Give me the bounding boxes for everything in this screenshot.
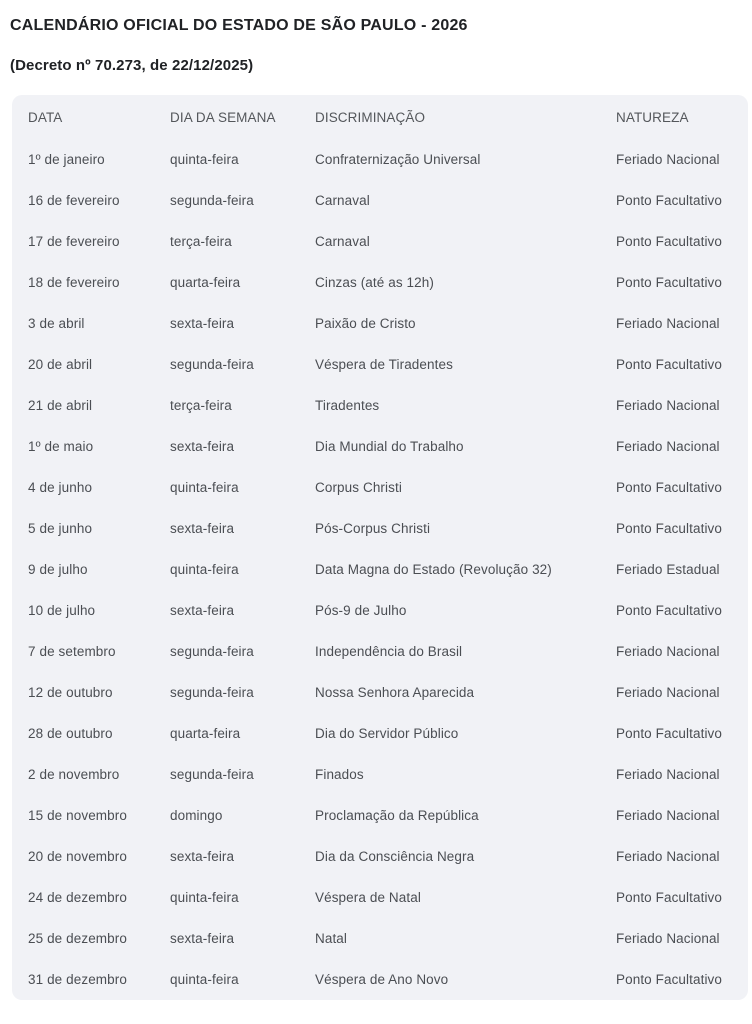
cell-date: 10 de julho [28,603,96,618]
table-row [12,385,748,426]
cell-description: Confraternização Universal [315,152,481,167]
table-row [12,754,748,795]
cell-description: Dia da Consciência Negra [315,849,475,864]
cell-weekday: segunda-feira [170,685,254,700]
cell-weekday: sexta-feira [170,439,235,454]
cell-weekday: quinta-feira [170,152,239,167]
cell-nature: Ponto Facultativo [616,357,723,372]
cell-date: 7 de setembro [28,644,116,659]
page [0,16,752,1024]
cell-weekday: sexta-feira [170,316,235,331]
cell-description: Corpus Christi [315,480,402,495]
cell-weekday: segunda-feira [170,357,254,372]
cell-description: Dia Mundial do Trabalho [315,439,464,454]
table-row [12,262,748,303]
cell-weekday: quinta-feira [170,972,239,987]
cell-weekday: quarta-feira [170,275,241,290]
cell-nature: Ponto Facultativo [616,521,723,536]
holiday-table-card [12,95,748,1000]
cell-description: Pós-9 de Julho [315,603,407,618]
cell-description: Carnaval [315,234,370,249]
cell-weekday: quinta-feira [170,562,239,577]
cell-weekday: terça-feira [170,234,232,249]
cell-weekday: quinta-feira [170,890,239,905]
cell-nature: Feriado Nacional [616,398,720,413]
cell-date: 21 de abril [28,398,93,413]
cell-nature: Feriado Nacional [616,685,720,700]
cell-nature: Feriado Nacional [616,439,720,454]
table-row [12,672,748,713]
cell-description: Véspera de Tiradentes [315,357,453,372]
cell-date: 17 de fevereiro [28,234,120,249]
cell-weekday: sexta-feira [170,521,235,536]
cell-description: Véspera de Ano Novo [315,972,449,987]
page-subtitle: (Decreto nº 70.273, de 22/12/2025) [10,57,254,74]
holiday-table [12,95,748,1000]
cell-nature: Feriado Estadual [616,562,720,577]
cell-description: Tiradentes [315,398,380,413]
cell-nature: Feriado Nacional [616,931,720,946]
cell-date: 9 de julho [28,562,88,577]
table-row [12,344,748,385]
table-row [12,426,748,467]
cell-description: Finados [315,767,364,782]
table-row [12,918,748,959]
cell-weekday: quinta-feira [170,480,239,495]
cell-weekday: sexta-feira [170,931,235,946]
cell-weekday: domingo [170,808,223,823]
cell-date: 3 de abril [28,316,85,331]
table-row [12,590,748,631]
cell-date: 18 de fevereiro [28,275,120,290]
table-row [12,303,748,344]
cell-description: Independência do Brasil [315,644,463,659]
cell-description: Proclamação da República [315,808,479,823]
cell-nature: Ponto Facultativo [616,275,723,290]
cell-nature: Ponto Facultativo [616,480,723,495]
cell-weekday: segunda-feira [170,767,254,782]
cell-nature: Feriado Nacional [616,644,720,659]
table-row [12,836,748,877]
cell-weekday: sexta-feira [170,849,235,864]
table-row [12,713,748,754]
cell-date: 24 de dezembro [28,890,127,905]
table-row [12,877,748,918]
table-row [12,139,748,180]
cell-weekday: segunda-feira [170,644,254,659]
cell-date: 28 de outubro [28,726,113,741]
table-header-row [12,95,748,139]
table-body [12,139,748,1000]
column-header-nature: NATUREZA [616,109,689,125]
cell-nature: Ponto Facultativo [616,972,723,987]
cell-description: Carnaval [315,193,370,208]
cell-description: Natal [315,931,348,946]
cell-date: 20 de novembro [28,849,127,864]
table-row [12,959,748,1000]
table-row [12,508,748,549]
cell-weekday: sexta-feira [170,603,235,618]
cell-description: Data Magna do Estado (Revolução 32) [315,562,552,577]
cell-description: Véspera de Natal [315,890,421,905]
cell-date: 2 de novembro [28,767,120,782]
cell-nature: Ponto Facultativo [616,726,723,741]
page-title: CALENDÁRIO OFICIAL DO ESTADO DE SÃO PAULO - 2026 [10,17,468,34]
cell-nature: Feriado Nacional [616,849,720,864]
cell-date: 15 de novembro [28,808,127,823]
table-row [12,221,748,262]
cell-date: 5 de junho [28,521,93,536]
cell-description: Cinzas (até as 12h) [315,275,434,290]
cell-date: 1º de maio [28,439,94,454]
cell-date: 31 de dezembro [28,972,127,987]
cell-nature: Ponto Facultativo [616,234,723,249]
cell-description: Pós-Corpus Christi [315,521,431,536]
cell-description: Paixão de Cristo [315,316,416,331]
cell-nature: Feriado Nacional [616,767,720,782]
table-row [12,631,748,672]
column-header-data: DATA [28,109,63,125]
cell-nature: Ponto Facultativo [616,603,723,618]
cell-nature: Ponto Facultativo [616,890,723,905]
cell-description: Nossa Senhora Aparecida [315,685,475,700]
cell-weekday: terça-feira [170,398,232,413]
cell-description: Dia do Servidor Público [315,726,459,741]
table-row [12,549,748,590]
cell-date: 16 de fevereiro [28,193,120,208]
cell-weekday: segunda-feira [170,193,254,208]
column-header-weekday: DIA DA SEMANA [170,109,276,125]
cell-date: 20 de abril [28,357,93,372]
cell-weekday: quarta-feira [170,726,241,741]
cell-nature: Feriado Nacional [616,316,720,331]
cell-nature: Feriado Nacional [616,152,720,167]
table-row [12,795,748,836]
cell-date: 25 de dezembro [28,931,127,946]
cell-date: 4 de junho [28,480,93,495]
table-row [12,467,748,508]
cell-nature: Ponto Facultativo [616,193,723,208]
column-header-description: DISCRIMINAÇÃO [315,109,426,125]
cell-date: 12 de outubro [28,685,113,700]
cell-nature: Feriado Nacional [616,808,720,823]
cell-date: 1º de janeiro [28,152,105,167]
table-row [12,180,748,221]
